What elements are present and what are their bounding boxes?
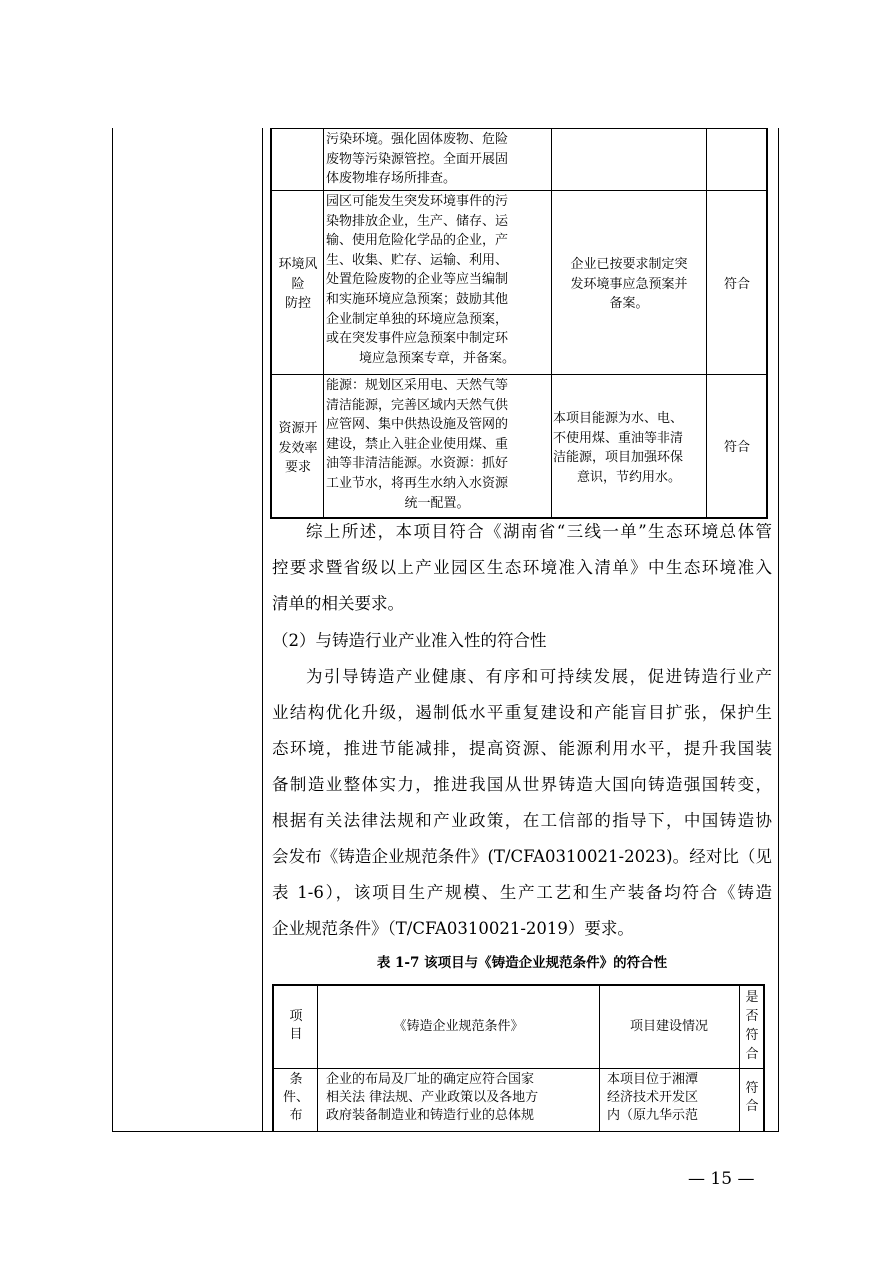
table-cell-line: 防控 <box>284 296 311 312</box>
conformity-resource-efficiency <box>708 438 766 458</box>
header-situation: 项目建设情况 <box>629 1019 708 1034</box>
paragraph-line: 清单的相关要求。 <box>272 594 404 613</box>
table-cell-line: 政府装备制造业和铸造行业的总体规 <box>326 1108 535 1123</box>
table-cell-line: 环境风 <box>278 257 318 272</box>
table-cell-line: 经济技术开发区 <box>607 1090 699 1105</box>
table-cell-line: 污染环境。强化固体废物、危险 <box>326 132 509 147</box>
table-cell-line: 资源开 <box>278 421 318 436</box>
table-cell-line: 符合 <box>723 277 750 292</box>
table-cell-line: 和实施环境应急预案；鼓励其他 <box>326 291 509 307</box>
table-cell-line: 件、 <box>282 1090 309 1105</box>
table-cell-line: 废物等污染源管控。全面开展固 <box>326 151 509 167</box>
table-cell-line: 洁能源，项目加强环保 <box>553 450 684 466</box>
table-cell-line: 发效率 <box>278 440 318 456</box>
table-cell-line: 园区可能发生突发环境事件的污 <box>326 194 509 209</box>
table-cell-line: 相关法 律法规、产业政策以及各地方 <box>326 1090 539 1105</box>
header-standard: 《铸造企业规范条件》 <box>393 1019 524 1034</box>
table-cell-line: 合 <box>745 1047 759 1062</box>
paragraph-line: 业结构优化升级，遏制低水平重复建设和产能盲目扩张，保护生 <box>272 703 772 722</box>
table-cell-line: 建设，禁止入驻企业使用煤、重 <box>326 436 509 452</box>
conformity-risk-control <box>708 275 766 295</box>
section-heading <box>272 623 772 659</box>
table-cell-line: 否 <box>745 1009 759 1024</box>
category-resource-efficiency <box>274 419 322 478</box>
table-cell-line: 企业制定单独的环境应急预案， <box>326 311 509 327</box>
table-divider <box>317 986 318 1132</box>
table-cell-line: 是 <box>745 990 759 1005</box>
table-cell-line: 项 <box>289 1009 303 1024</box>
situation-risk-control <box>553 255 705 314</box>
table-divider <box>551 129 552 517</box>
table-cell-line: 符合 <box>723 440 750 455</box>
table-cell-line: 条 <box>289 1072 303 1087</box>
paragraph-line: 控要求暨省级以上产业园区生态环境准入清单》中生态环境准入 <box>272 558 772 577</box>
paragraph-line: 会发布《铸造企业规范条件》(T/CFA0310021-2023)。经对比（见 <box>272 847 772 866</box>
table-cell-line: 染物排放企业，生产、储存、运 <box>326 213 509 229</box>
table-cell-line: 企业的布局及厂址的确定应符合国家 <box>326 1072 535 1087</box>
table-cell-line: 符 <box>745 1028 759 1043</box>
table-divider <box>739 986 740 1132</box>
paragraph-line: 根据有关法律法规和产业政策，在工信部的指导下，中国铸造协 <box>272 811 772 830</box>
foundry-standard-table <box>272 984 765 1132</box>
table-cell-line: 生、收集、贮存、运输、利用、 <box>326 252 509 268</box>
paragraph-line: 表 1-6），该项目生产规模、生产工艺和生产装备均符合《铸造 <box>272 883 772 902</box>
table-cell-line: 工业节水，将再生水纳入水资源 <box>326 475 509 491</box>
header-conformity <box>741 988 763 1064</box>
table-cell-line: 合 <box>745 1099 759 1114</box>
table-divider <box>274 1068 763 1069</box>
paragraph-line: 为引导铸造产业健康、有序和可持续发展，促进铸造行业产 <box>306 667 772 686</box>
table-cell-line: 不使用煤、重油等非清 <box>553 430 684 446</box>
situation-resource-efficiency <box>553 409 705 487</box>
table-divider <box>323 129 324 517</box>
row-conformity <box>741 1080 763 1116</box>
table-cell-line: 输、使用危险化学品的企业，产 <box>326 233 509 249</box>
outer-column-divider <box>262 128 263 1131</box>
paragraph-line: （2）与铸造行业产业准入性的符合性 <box>272 631 547 650</box>
table-divider <box>599 986 600 1132</box>
table-cell-line: 备案。 <box>609 296 649 312</box>
paragraph-line: 备制造业整体实力，推进我国从世界铸造大国向铸造强国转变， <box>272 775 772 794</box>
category-risk-control <box>274 255 322 314</box>
table-cell-line: 或在突发事件应急预案中制定环 <box>326 331 509 347</box>
table-divider <box>272 190 766 191</box>
header-item <box>276 1008 316 1044</box>
table-cell-line: 企业已按要求制定突 <box>570 257 688 272</box>
row-situation <box>607 1071 737 1125</box>
table-cell-line: 清洁能源，完善区域内天然气供 <box>326 397 509 413</box>
table-cell-line: 处置危险废物的企业等应当编制 <box>326 272 509 288</box>
table-cell-line: 布 <box>289 1108 303 1123</box>
table-cell-line: 能源：规划区采用电、天然气等 <box>326 378 509 393</box>
foundry-paragraph <box>272 659 772 947</box>
summary-paragraph <box>272 514 772 622</box>
table-cell-line: 应管网、集中供热设施及管网的 <box>326 417 509 433</box>
table-cell-line: 本项目位于湘潭 <box>607 1072 699 1087</box>
table-cell-line: 发环境事应急预案并 <box>570 276 688 292</box>
table-cell-line: 内（原九华示范 <box>607 1108 699 1123</box>
paragraph-line: 态环境，推进节能减排，提高资源、能源利用水平，提升我国装 <box>272 739 772 758</box>
table-cell-line: 油等非清洁能源。水资源：抓好 <box>326 456 509 472</box>
table-cell-line: 本项目能源为水、电、 <box>553 411 684 426</box>
table-cell-line: 意识，节约用水。 <box>576 469 681 485</box>
table-divider <box>706 129 707 517</box>
table-cell-line: 统一配置。 <box>404 495 470 511</box>
table-cell-line: 要求 <box>284 460 311 476</box>
table-row-pollution-requirement <box>326 130 548 189</box>
requirement-resource-efficiency <box>326 376 548 513</box>
table-cell-line: 符 <box>745 1081 759 1096</box>
page-number: — 15 — <box>688 1169 755 1189</box>
environment-control-table <box>270 128 768 519</box>
table-divider <box>272 374 766 375</box>
table-cell-line: 体废物堆存场所排查。 <box>326 171 457 187</box>
table-cell-line: 目 <box>289 1027 303 1042</box>
requirement-risk-control <box>326 192 548 368</box>
row-standard <box>326 1071 598 1125</box>
table-cell-line: 境应急预案专章，并备案。 <box>358 350 515 366</box>
row-item <box>276 1071 316 1125</box>
paragraph-line: 综上所述，本项目符合《湖南省“三线一单”生态环境总体管 <box>306 522 772 541</box>
table-caption: 表 1-7 该项目与《铸造企业规范条件》的符合性 <box>376 955 668 971</box>
paragraph-line: 企业规范条件》（T/CFA0310021-2019）要求。 <box>272 919 634 938</box>
table-cell-line: 险 <box>291 276 305 292</box>
